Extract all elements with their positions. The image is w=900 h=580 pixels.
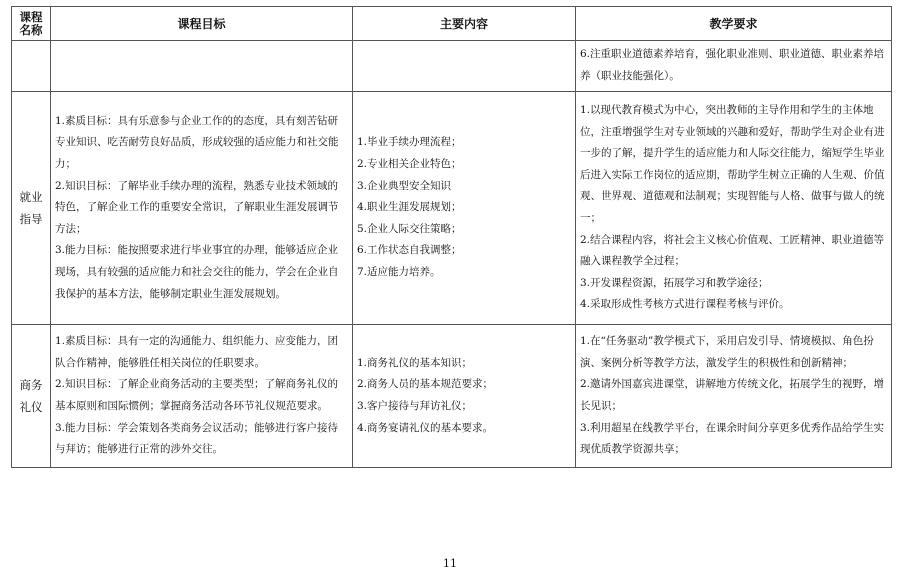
requirements-cell xyxy=(576,92,892,325)
requirement-item: 3.利用超星在线教学平台，在课余时间分享更多优秀作品给学生实现优质教学资源共享； xyxy=(580,421,885,456)
header-requirements: 教学要求 xyxy=(576,7,892,41)
content-item: 2.专业相关企业特色； xyxy=(357,158,462,171)
content-item: 7.适应能力培养。 xyxy=(357,265,441,278)
course-name-line1: 就业 xyxy=(19,190,43,204)
course-name-cell xyxy=(12,92,51,325)
content-item: 1.毕业手续办理流程； xyxy=(357,136,462,149)
continued-requirement-cell: 6.注重职业道德素养培育，强化职业准则、职业道德、职业素养培养（职业技能强化）。 xyxy=(576,41,892,92)
content-cell xyxy=(353,92,576,325)
course-name-cell xyxy=(12,325,51,468)
header-course-name-line1: 课程 xyxy=(19,9,43,24)
goals-cell xyxy=(51,325,353,468)
requirement-item: 3.开发课程资源，拓展学习和教学途径； xyxy=(580,276,769,289)
header-content: 主要内容 xyxy=(353,7,576,41)
continued-content-cell xyxy=(353,41,576,92)
table-row xyxy=(12,325,892,468)
course-name-line2: 指导 xyxy=(19,212,43,226)
goal-item: 1.素质目标：具有一定的沟通能力、组织能力、应变能力，团队合作精神，能够胜任相关岗位的任职要求。 xyxy=(55,335,339,369)
page-number: 11 xyxy=(443,557,457,570)
requirement-item: 4.采取形成性考核方式进行课程考核与评价。 xyxy=(580,298,790,311)
requirement-item: 2.结合课程内容，将社会主义核心价值观、工匠精神、职业道德等融入课程教学全过程； xyxy=(580,233,885,268)
goal-item: 3.能力目标：能按照要求进行毕业事宜的办理，能够适应企业现场，具有较强的适应能力和社会交往的能力，学会在企业自我保护的基本方法，能够制定职业生涯发展规划。 xyxy=(55,244,339,300)
goal-item: 2.知识目标：了解毕业手续办理的流程，熟悉专业技术领域的特色，了解企业工作的重要安全常识，了解职业生涯发展调节方法； xyxy=(55,179,339,235)
goal-item: 2.知识目标：了解企业商务活动的主要类型；了解商务礼仪的基本原则和国际惯例；掌握商务活动各环节礼仪规范要求。 xyxy=(55,378,339,412)
requirement-item: 2.邀请外国嘉宾进课堂，讲解地方传统文化，拓展学生的视野，增长见识； xyxy=(580,378,885,412)
header-course-name-line2: 名称 xyxy=(19,22,43,37)
curriculum-table xyxy=(11,6,892,468)
header-course-name xyxy=(12,7,51,41)
content-item: 4.职业生涯发展规划； xyxy=(357,201,462,214)
table-row-continued xyxy=(12,41,892,92)
course-name-line1: 商务 xyxy=(19,378,43,392)
table-row xyxy=(12,92,892,325)
goals-cell xyxy=(51,92,353,325)
continued-goals-cell xyxy=(51,41,353,92)
header-row xyxy=(12,7,892,41)
requirements-cell xyxy=(576,325,892,468)
content-cell xyxy=(353,325,576,468)
requirement-item: 1.在“任务驱动”教学模式下，采用启发引导、情境模拟、角色扮演、案例分析等教学方法，激发学生的积极性和创新精神； xyxy=(580,335,874,369)
header-goals: 课程目标 xyxy=(51,7,353,41)
goal-item: 3.能力目标：学会策划各类商务会议活动；能够进行客户接待与拜访；能够进行正常的涉外交往。 xyxy=(55,421,339,456)
content-item: 1.商务礼仪的基本知识； xyxy=(357,356,473,369)
content-item: 6.工作状态自我调整； xyxy=(357,244,462,257)
content-item: 4.商务宴请礼仪的基本要求。 xyxy=(357,421,494,434)
requirement-item: 1.以现代教育模式为中心，突出教师的主导作用和学生的主体地位，注重增强学生对专业领域的兴趣和爱好，帮助学生对企业有进一步的了解，提升学生的适应能力和人际交往能力，缩短学生毕业后进入实际工作岗位的适应期，帮助学生树立正确的人生观、价值观、世界观、道德观和法制观；实现智能与人格、做事与做人的统一； xyxy=(580,104,885,224)
content-item: 5.企业人际交往策略； xyxy=(357,222,462,235)
course-name-line2: 礼仪 xyxy=(19,400,43,414)
content-item: 2.商务人员的基本规范要求； xyxy=(357,378,494,391)
content-item: 3.企业典型安全知识 xyxy=(357,179,452,192)
content-item: 3.客户接待与拜访礼仪； xyxy=(357,400,473,412)
goal-item: 1.素质目标：具有乐意参与企业工作的的态度，具有刻苦钻研专业知识、吃苦耐劳良好品质，形成较强的适应能力和社交能力； xyxy=(55,114,339,171)
continued-name-cell xyxy=(12,41,51,92)
